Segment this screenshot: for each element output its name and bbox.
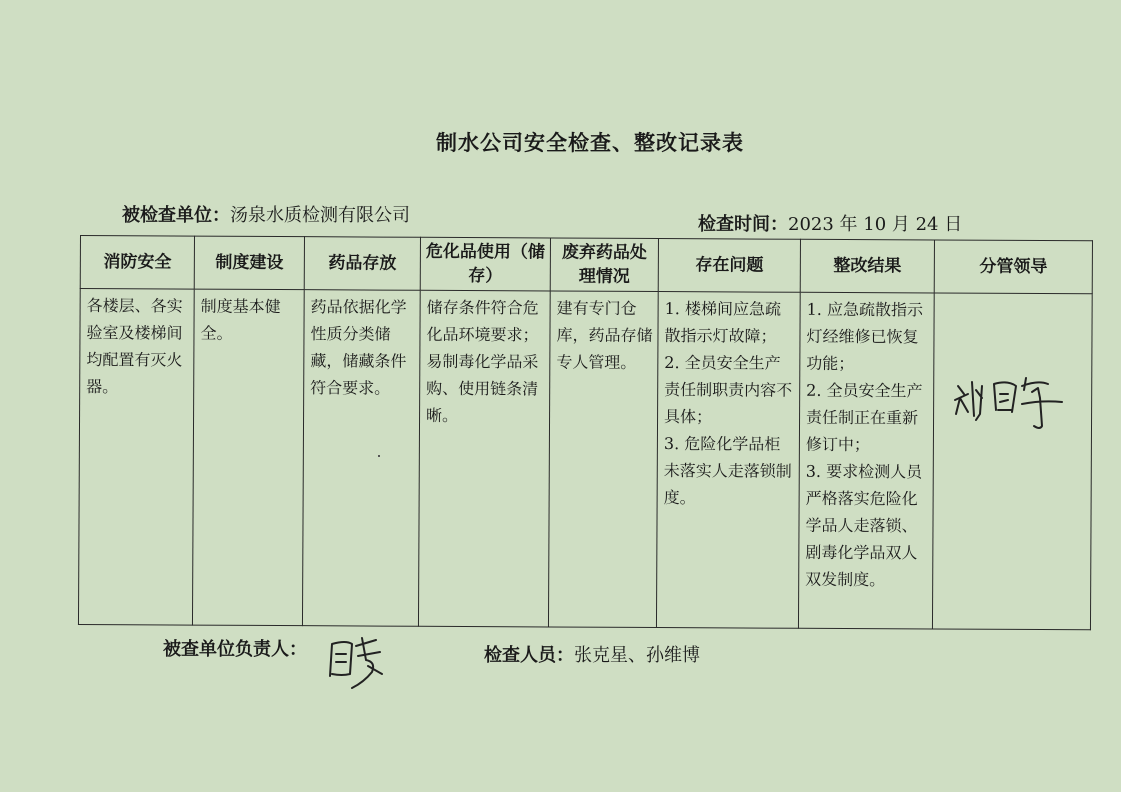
rectification-item: 2. 全员安全生产责任制正在重新修订中； bbox=[805, 380, 923, 455]
header-fire-safety: 消防安全 bbox=[80, 236, 194, 290]
header-hazardous-use: 危化品使用（储存） bbox=[420, 237, 550, 291]
cell-leader bbox=[932, 293, 1092, 630]
cell-rectification bbox=[798, 292, 934, 629]
problem-item: 1. 楼梯间应急疏散指示灯故障； bbox=[664, 299, 782, 346]
responsible-person-signature bbox=[322, 630, 388, 692]
header-problems: 存在问题 bbox=[658, 239, 800, 293]
inspectors-value: 张克星、孙维博 bbox=[574, 645, 700, 666]
cell-drug-storage: 药品依据化学性质分类储藏，储藏条件符合要求。 bbox=[302, 290, 420, 627]
record-table-wrapper bbox=[78, 235, 1092, 640]
record-table bbox=[78, 235, 1093, 630]
table-header-row bbox=[80, 236, 1092, 294]
header-leader: 分管领导 bbox=[934, 240, 1092, 294]
rectification-item: 3. 要求检测人员严格落实危险化学品人走落锁、剧毒化学品双人双发制度。 bbox=[805, 461, 923, 590]
header-rectification: 整改结果 bbox=[800, 239, 934, 293]
scan-speck bbox=[378, 455, 380, 457]
problem-item: 2. 全员安全生产责任制职责内容不具体； bbox=[664, 353, 793, 427]
header-waste-handling: 废弃药品处理情况 bbox=[550, 238, 658, 292]
rectification-item: 1. 应急疏散指示灯经维修已恢复功能； bbox=[806, 299, 924, 374]
inspection-time bbox=[698, 210, 962, 236]
inspection-time-value: 2023 年 10 月 24 日 bbox=[788, 214, 963, 235]
cell-fire-safety: 各楼层、各实验室及楼梯间均配置有灭火器。 bbox=[78, 289, 194, 626]
header-drug-storage: 药品存放 bbox=[304, 237, 420, 291]
inspected-unit bbox=[122, 201, 410, 227]
cell-problems bbox=[656, 292, 800, 629]
cell-waste-handling: 建有专门仓库，药品存储专人管理。 bbox=[548, 291, 658, 628]
inspected-unit-label: 被检查单位： bbox=[122, 205, 230, 226]
table-row bbox=[78, 289, 1092, 630]
cell-hazardous-use: 储存条件符合危化品环境要求；易制毒化学品采购、使用链条清晰。 bbox=[418, 290, 550, 627]
responsible-person: 被查单位负责人： bbox=[163, 639, 307, 660]
header-system-building: 制度建设 bbox=[194, 236, 304, 290]
document-title: 制水公司安全检查、整改记录表 bbox=[436, 130, 744, 155]
inspected-unit-value: 汤泉水质检测有限公司 bbox=[230, 205, 410, 226]
problem-item: 3. 危险化学品柜未落实人走落锁制度。 bbox=[663, 434, 792, 508]
inspectors bbox=[484, 641, 700, 667]
cell-system-building: 制度基本健全。 bbox=[192, 289, 304, 626]
inspectors-label: 检查人员： bbox=[484, 645, 574, 666]
inspection-time-label: 检查时间： bbox=[698, 214, 788, 235]
leader-signature bbox=[950, 368, 1070, 438]
